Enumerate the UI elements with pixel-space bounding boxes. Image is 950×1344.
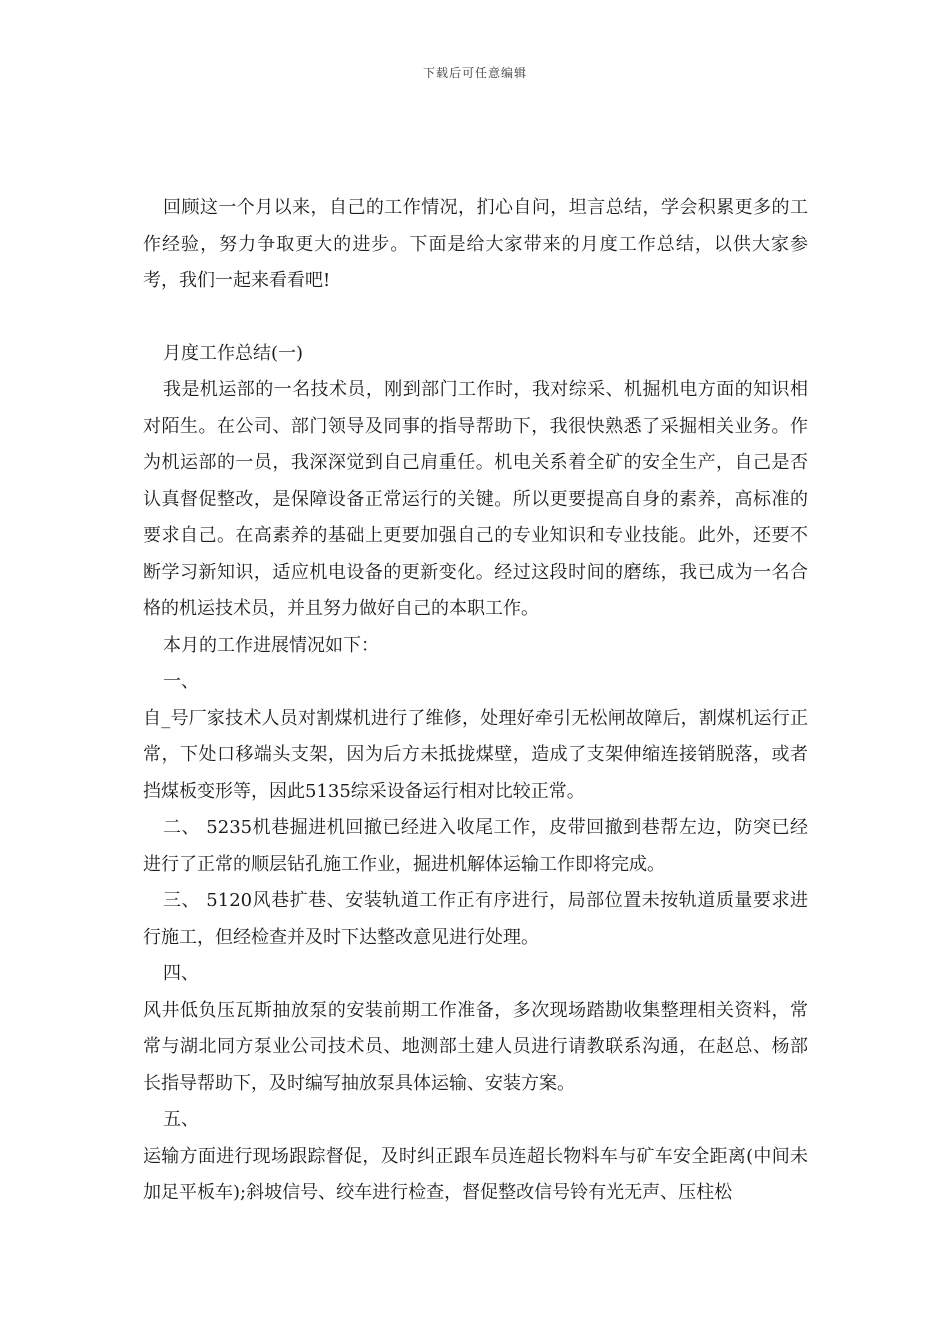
item-number-5: 五、 [163,1109,199,1130]
item-number-1: 一、 [163,671,199,692]
document-body [143,190,808,1212]
item-text-1: 自_号厂家技术人员对割煤机进行了维修，处理好牵引无松闸故障后，割煤机运行正常，下处口移端头支架，因为后方未抵拢煤壁，造成了支架伸缩连接销脱落，或者挡煤板变形等，因此5135综采设备运行相对比较正常。 [143,707,808,802]
paragraph-spacer [143,300,808,336]
body-paragraph: 我是机运部的一名技术员，刚到部门工作时，我对综采、机掘机电方面的知识相对陌生。在公司、部门领导及同事的指导帮助下，我很快熟悉了采掘相关业务。作为机运部的一员，我深深觉到自己肩重任。机电关系着全矿的安全生产，自己是否认真督促整改，是保障设备正常运行的关键。所以更要提高自身的素养，高标准的要求自己。在高素养的基础上更要加强自己的专业知识和专业技能。此外，还要不断学习新知识，适应机电设备的更新变化。经过这段时间的磨练，我已成为一名合格的机运技术员，并且努力做好自己的本职工作。 [143,379,808,619]
item-text-5: 运输方面进行现场跟踪督促，及时纠正跟车员连超长物料车与矿车安全距离(中间未加足平板车);斜坡信号、绞车进行检查，督促整改信号铃有光无声、压柱松 [143,1145,808,1203]
page-header: 下载后可任意编辑 [422,66,527,80]
progress-intro: 本月的工作进展情况如下： [163,634,379,656]
intro-paragraph: 回顾这一个月以来，自己的工作情况，扪心自问，坦言总结，学会积累更多的工作经验，努力争取更大的进步。下面是给大家带来的月度工作总结，以供大家参考，我们一起来看看吧! [143,197,808,291]
item-text-2: 二、 5235机巷掘进机回撤已经进入收尾工作，皮带回撤到巷帮左边，防突已经进行了正常的顺层钻孔施工作业，掘进机解体运输工作即将完成。 [143,817,808,875]
section-heading: 月度工作总结(一) [163,342,304,364]
item-number-4: 四、 [163,963,199,984]
item-text-3: 三、 5120风巷扩巷、安装轨道工作正有序进行，局部位置未按轨道质量要求进行施工，但经检查并及时下达整改意见进行处理。 [143,890,808,948]
item-text-4: 风井低负压瓦斯抽放泵的安装前期工作准备，多次现场踏勘收集整理相关资料，常常与湖北同方泵业公司技术员、地测部土建人员进行请教联系沟通，在赵总、杨部长指导帮助下，及时编写抽放泵具体运输、安装方案。 [143,999,808,1094]
